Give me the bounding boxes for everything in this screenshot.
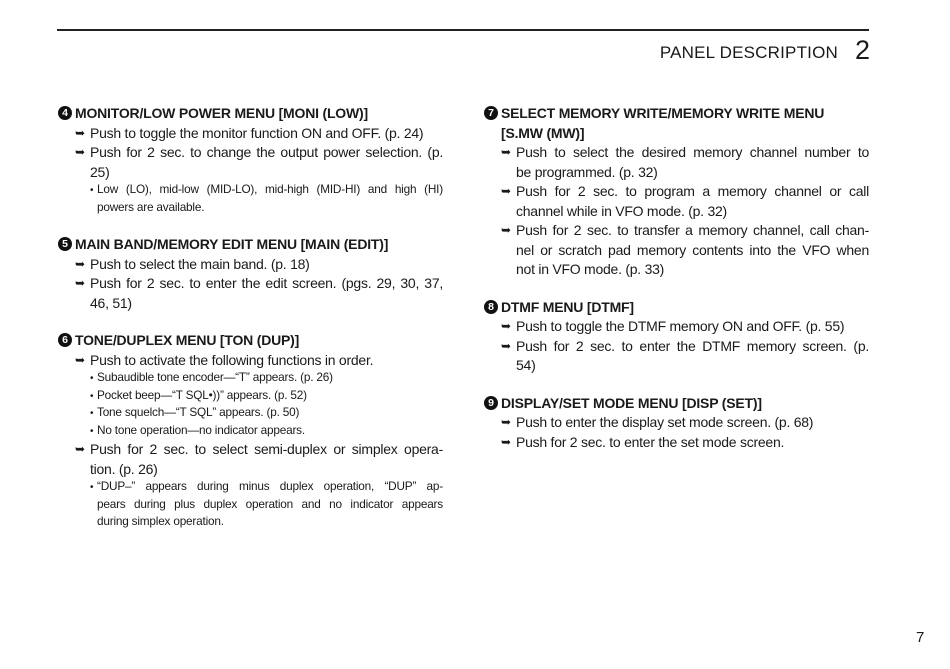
section-heading: DTMF MENU [DTMF] [501, 298, 634, 315]
arrow-bullet-icon: ➥ [75, 443, 86, 455]
instruction-line: Push for 2 sec. to enter the DTMF memory screen. (p. [516, 337, 869, 354]
instruction-line: Push to enter the display set mode screen. (p. 68) [516, 414, 814, 430]
instruction-line: nel or scratch pad memory contents into the VFO when [516, 241, 869, 258]
instruction-line: Push for 2 sec. to change the output power selection. (p. [90, 144, 443, 160]
note-line: during simplex operation. [97, 514, 224, 528]
page-number: 7 [916, 629, 925, 646]
instruction-line: Push to toggle the monitor function ON and OFF. (p. 24) [90, 124, 424, 141]
instruction-line: Push for 2 sec. to enter the set mode screen. [516, 433, 785, 450]
bullet-dot-icon: • [90, 374, 94, 384]
section-number-badge: 9 [484, 396, 498, 410]
instruction-line: tion. (p. 26) [90, 460, 158, 477]
arrow-bullet-icon: ➥ [75, 353, 86, 366]
note-line: Low (LO), mid-low (MID-LO), mid-high (MID-HI) and high (HI) [97, 182, 443, 196]
instruction-line: Push for 2 sec. to select semi-duplex or simplex opera- [90, 441, 443, 457]
arrow-bullet-icon: ➥ [501, 224, 512, 236]
instruction-line: Push to toggle the DTMF memory ON and OFF. (p. 55) [516, 318, 845, 334]
arrow-bullet-icon: ➥ [501, 416, 512, 428]
arrow-bullet-icon: ➥ [501, 339, 512, 352]
section-heading: MAIN BAND/MEMORY EDIT MENU [MAIN (EDIT)] [75, 236, 389, 252]
section-title: PANEL DESCRIPTION [659, 43, 838, 62]
note-line: powers are available. [97, 199, 205, 214]
arrow-bullet-icon: ➥ [501, 435, 512, 448]
instruction-line: channel while in VFO mode. (p. 32) [516, 202, 727, 219]
note-line: Tone squelch—“T SQL” appears. (p. 50) [97, 405, 300, 419]
header-rule [57, 29, 869, 31]
note-line: “DUP–” appears during minus duplex operation, “DUP” ap- [97, 479, 443, 493]
section-number-badge: 7 [484, 106, 498, 120]
chapter-number: 2 [854, 35, 870, 65]
instruction-line: Push for 2 sec. to transfer a memory channel, call chan- [516, 222, 869, 238]
instruction-line: Push for 2 sec. to enter the edit screen. (pgs. 29, 30, 37, [90, 275, 443, 291]
note-line: Pocket beep—“T SQL•))” appears. (p. 52) [97, 387, 307, 402]
section-number-badge: 4 [58, 106, 72, 120]
instruction-line: Push to activate the following functions in order. [90, 351, 374, 368]
instruction-line: Push to select the main band. (p. 18) [90, 255, 310, 272]
instruction-line: 46, 51) [90, 294, 132, 311]
section-heading: [S.MW (MW)] [501, 124, 585, 141]
section-number-badge: 5 [58, 237, 72, 251]
arrow-bullet-icon: ➥ [501, 320, 512, 332]
arrow-bullet-icon: ➥ [75, 146, 86, 158]
section-heading: MONITOR/LOW POWER MENU [MONI (LOW)] [75, 105, 368, 121]
bullet-dot-icon: • [90, 391, 94, 402]
section-heading: TONE/DUPLEX MENU [TON (DUP)] [75, 332, 300, 348]
instruction-line: be programmed. (p. 32) [516, 163, 658, 180]
arrow-bullet-icon: ➥ [75, 126, 86, 139]
instruction-line: not in VFO mode. (p. 33) [516, 261, 665, 277]
instruction-line: 25) [90, 163, 110, 180]
note-line: pears during plus duplex operation and no indicator appears [97, 496, 443, 511]
instruction-line: Push for 2 sec. to program a memory channel or call [516, 183, 869, 199]
note-line: Subaudible tone encoder—“T” appears. (p. 26) [97, 370, 333, 384]
section-number-badge: 6 [58, 333, 72, 347]
arrow-bullet-icon: ➥ [75, 277, 86, 289]
bullet-dot-icon: • [90, 186, 94, 196]
bullet-dot-icon: • [90, 483, 94, 493]
bullet-dot-icon: • [90, 426, 94, 437]
arrow-bullet-icon: ➥ [501, 146, 512, 158]
note-line: No tone operation—no indicator appears. [97, 422, 305, 437]
instruction-line: Push to select the desired memory channel number to [516, 144, 869, 160]
arrow-bullet-icon: ➥ [501, 185, 512, 197]
arrow-bullet-icon: ➥ [75, 257, 86, 270]
bullet-dot-icon: • [90, 409, 94, 419]
instruction-line: 54) [516, 357, 536, 373]
section-heading: DISPLAY/SET MODE MENU [DISP (SET)] [501, 394, 762, 411]
section-heading: SELECT MEMORY WRITE/MEMORY WRITE MENU [501, 105, 825, 121]
section-number-badge: 8 [484, 300, 498, 314]
